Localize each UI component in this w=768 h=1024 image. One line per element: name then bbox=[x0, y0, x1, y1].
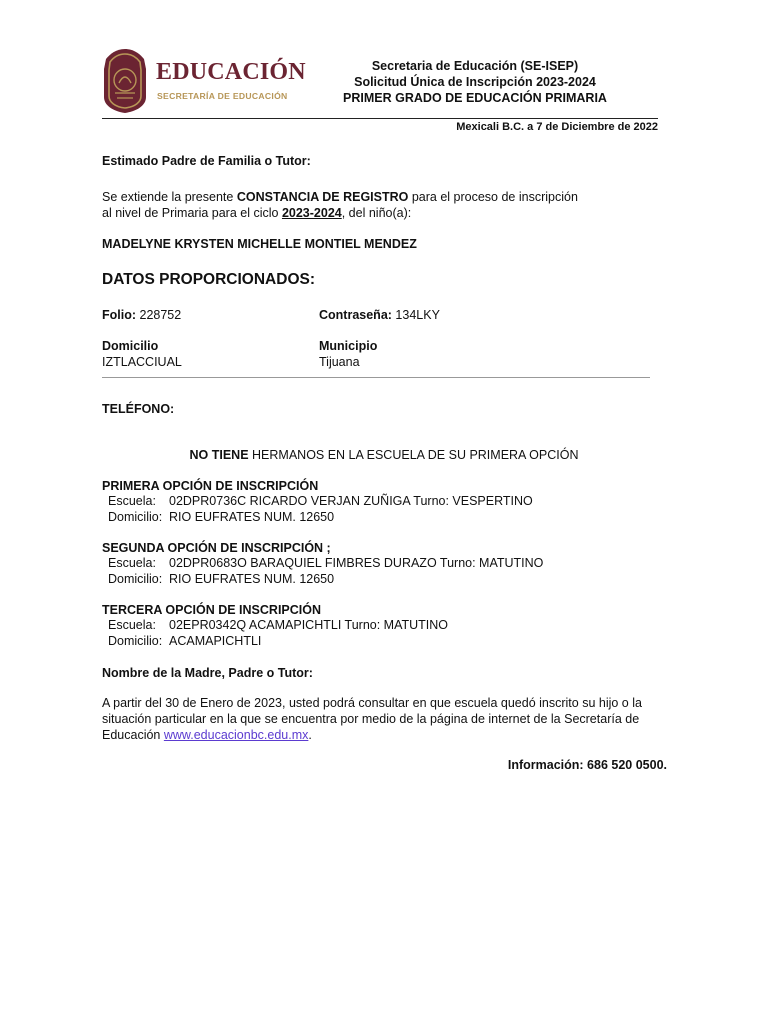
option-2-domicilio bbox=[108, 571, 334, 587]
municipio-label: Municipio bbox=[319, 339, 378, 353]
school-cycle: 2023-2024 bbox=[281, 206, 342, 220]
intro-text-4: , del niño(a): bbox=[341, 206, 412, 220]
escuela-label: Escuela: bbox=[108, 494, 156, 508]
domicilio-value: IZTLACCIUAL bbox=[102, 355, 182, 369]
option-1-domicilio bbox=[108, 509, 334, 525]
intro-line-2 bbox=[102, 205, 411, 221]
option-3-domicilio bbox=[108, 633, 261, 649]
header-line-3: PRIMER GRADO DE EDUCACIÓN PRIMARIA bbox=[343, 91, 607, 105]
section-divider bbox=[102, 377, 650, 378]
header-line-1: Secretaria de Educación (SE-ISEP) bbox=[371, 59, 579, 73]
option-1-title: PRIMERA OPCIÓN DE INSCRIPCIÓN bbox=[102, 479, 319, 493]
escuela-value: 02DPR0736C RICARDO VERJAN ZUÑIGA Turno: VESPERTINO bbox=[169, 494, 533, 508]
domicilio-label: Domicilio bbox=[102, 339, 159, 353]
password-value: 134LKY bbox=[395, 308, 440, 322]
datos-heading: DATOS PROPORCIONADOS: bbox=[102, 271, 315, 288]
option-2-title: SEGUNDA OPCIÓN DE INSCRIPCIÓN ; bbox=[102, 541, 331, 555]
parent-label: Nombre de la Madre, Padre o Tutor: bbox=[102, 666, 313, 680]
greeting: Estimado Padre de Familia o Tutor: bbox=[102, 154, 311, 168]
option-1-escuela bbox=[108, 493, 533, 509]
domicilio-value: RIO EUFRATES NUM. 12650 bbox=[169, 510, 335, 524]
education-website-link[interactable]: www.educacionbc.edu.mx bbox=[163, 728, 309, 742]
domicilio-label: Domicilio: bbox=[108, 572, 163, 586]
option-3-escuela bbox=[108, 617, 448, 633]
education-logo bbox=[100, 47, 306, 115]
info-phone: Información: 686 520 0500. bbox=[507, 758, 667, 772]
siblings-status: NO TIENE bbox=[189, 448, 249, 462]
header-divider bbox=[102, 118, 658, 119]
student-name: MADELYNE KRYSTEN MICHELLE MONTIEL MENDEZ bbox=[102, 237, 417, 251]
folio-label: Folio: bbox=[102, 308, 137, 322]
logo-wordmark: EDUCACIÓN bbox=[156, 59, 306, 85]
closing-end: . bbox=[308, 728, 312, 742]
telefono-label: TELÉFONO: bbox=[102, 402, 175, 416]
password-row bbox=[319, 307, 440, 323]
siblings-statement bbox=[102, 447, 666, 463]
intro-text-2: para el proceso de inscripción bbox=[408, 190, 578, 204]
intro-text-1: Se extiende la presente bbox=[102, 190, 237, 204]
escuela-label: Escuela: bbox=[108, 556, 156, 570]
domicilio-label: Domicilio: bbox=[108, 634, 163, 648]
option-2-escuela bbox=[108, 555, 543, 571]
intro-text-3: al nivel de Primaria para el ciclo bbox=[102, 206, 282, 220]
domicilio-value: RIO EUFRATES NUM. 12650 bbox=[169, 572, 335, 586]
header-line-2: Solicitud Única de Inscripción 2023-2024 bbox=[354, 75, 596, 89]
document-date: Mexicali B.C. a 7 de Diciembre de 2022 bbox=[456, 121, 658, 133]
escuela-label: Escuela: bbox=[108, 618, 156, 632]
option-3-title: TERCERA OPCIÓN DE INSCRIPCIÓN bbox=[102, 603, 322, 617]
escuela-value: 02DPR0683O BARAQUIEL FIMBRES DURAZO Turno: MATUTINO bbox=[169, 556, 544, 570]
folio-value: 228752 bbox=[139, 308, 182, 322]
domicilio-label: Domicilio: bbox=[108, 510, 163, 524]
logo-subtitle: SECRETARÍA DE EDUCACIÓN bbox=[157, 91, 288, 101]
escuela-value: 02EPR0342Q ACAMAPICHTLI Turno: MATUTINO bbox=[169, 618, 449, 632]
municipio-value: Tijuana bbox=[319, 355, 360, 369]
seal-icon bbox=[100, 47, 150, 115]
closing-paragraph bbox=[102, 695, 672, 743]
password-label: Contraseña: bbox=[319, 308, 392, 322]
folio-row bbox=[102, 307, 181, 323]
closing-text: A partir del 30 de Enero de 2023, usted podrá consultar en que escuela quedó inscrito su hijo o la situación particular en la que se encuentra por medio de la página de internet de la Secretaría de Educación bbox=[102, 696, 642, 742]
domicilio-value: ACAMAPICHTLI bbox=[169, 634, 262, 648]
constancia-label: CONSTANCIA DE REGISTRO bbox=[236, 190, 409, 204]
siblings-text: HERMANOS EN LA ESCUELA DE SU PRIMERA OPCIÓN bbox=[248, 448, 579, 462]
intro-line-1 bbox=[102, 189, 578, 205]
